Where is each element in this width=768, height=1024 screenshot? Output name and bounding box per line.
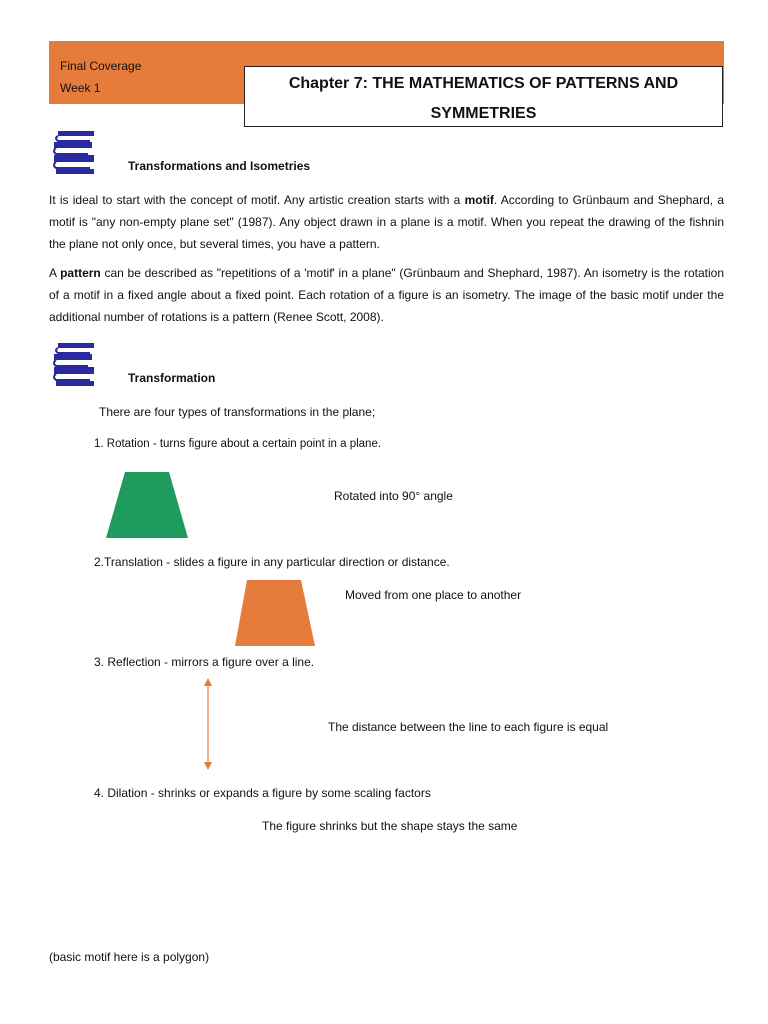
- reflection-item: 3. Reflection - mirrors a figure over a line.: [94, 655, 315, 669]
- books-icon: [50, 128, 100, 178]
- paragraph-pattern-text-a: A: [49, 266, 61, 280]
- chapter-title-line2: SYMMETRIES: [430, 105, 537, 122]
- translation-item: 2.Translation - slides a figure in any particular direction or distance.: [94, 555, 450, 569]
- header-meta: [60, 55, 141, 99]
- pattern-keyword: pattern: [60, 266, 101, 280]
- paragraph-motif-text-a: It is ideal to start with the concept of motif. Any artistic creation starts with a: [49, 193, 465, 207]
- chapter-title-box: [244, 66, 723, 127]
- paragraph-pattern: [49, 262, 724, 328]
- dilation-caption: The figure shrinks but the shape stays the same: [262, 819, 518, 833]
- rotation-item: 1. Rotation - turns figure about a certain point in a plane.: [94, 438, 382, 450]
- books-icon: [50, 340, 100, 390]
- section-title-transformation: Transformation: [128, 371, 216, 385]
- translation-trapezoid-shape: [235, 580, 315, 646]
- section-title-isometries: Transformations and Isometries: [128, 159, 311, 173]
- paragraph-motif: [49, 189, 724, 255]
- coverage-label: Final Coverage: [60, 59, 142, 73]
- chapter-title-line1: Chapter 7: THE MATHEMATICS OF PATTERNS AND: [288, 75, 679, 92]
- transformation-intro: There are four types of transformations in the plane;: [99, 405, 376, 419]
- paragraph-motif-text-b: . According to Grünbaum and Shephard, a motif is "any non-empty plane set" (1987). Any object drawn in a plane is a motif. When you repeat the drawing of the fishnin the plane not only once, but several times, you have a pattern.: [49, 193, 724, 251]
- translation-caption: Moved from one place to another: [345, 588, 522, 602]
- footer-note: (basic motif here is a polygon): [49, 950, 210, 964]
- dilation-item: 4. Dilation - shrinks or expands a figure by some scaling factors: [94, 786, 431, 800]
- reflection-line-arrow: [200, 678, 216, 770]
- week-label: Week 1: [60, 81, 101, 95]
- paragraph-pattern-text-b: can be described as "repetitions of a 'motif' in a plane" (Grünbaum and Shephard, 1987). An isometry is the rotation of a motif in a fixed angle about a fixed point. Each rotation of a figure is an isometry. The image of the basic motif under the additional number of rotations is a pattern (Renee Scott, 2008).: [49, 266, 724, 324]
- rotation-caption: Rotated into 90° angle: [334, 489, 453, 503]
- reflection-caption: The distance between the line to each figure is equal: [328, 720, 609, 734]
- motif-keyword: motif: [464, 193, 494, 207]
- rotation-trapezoid-shape: [106, 472, 188, 538]
